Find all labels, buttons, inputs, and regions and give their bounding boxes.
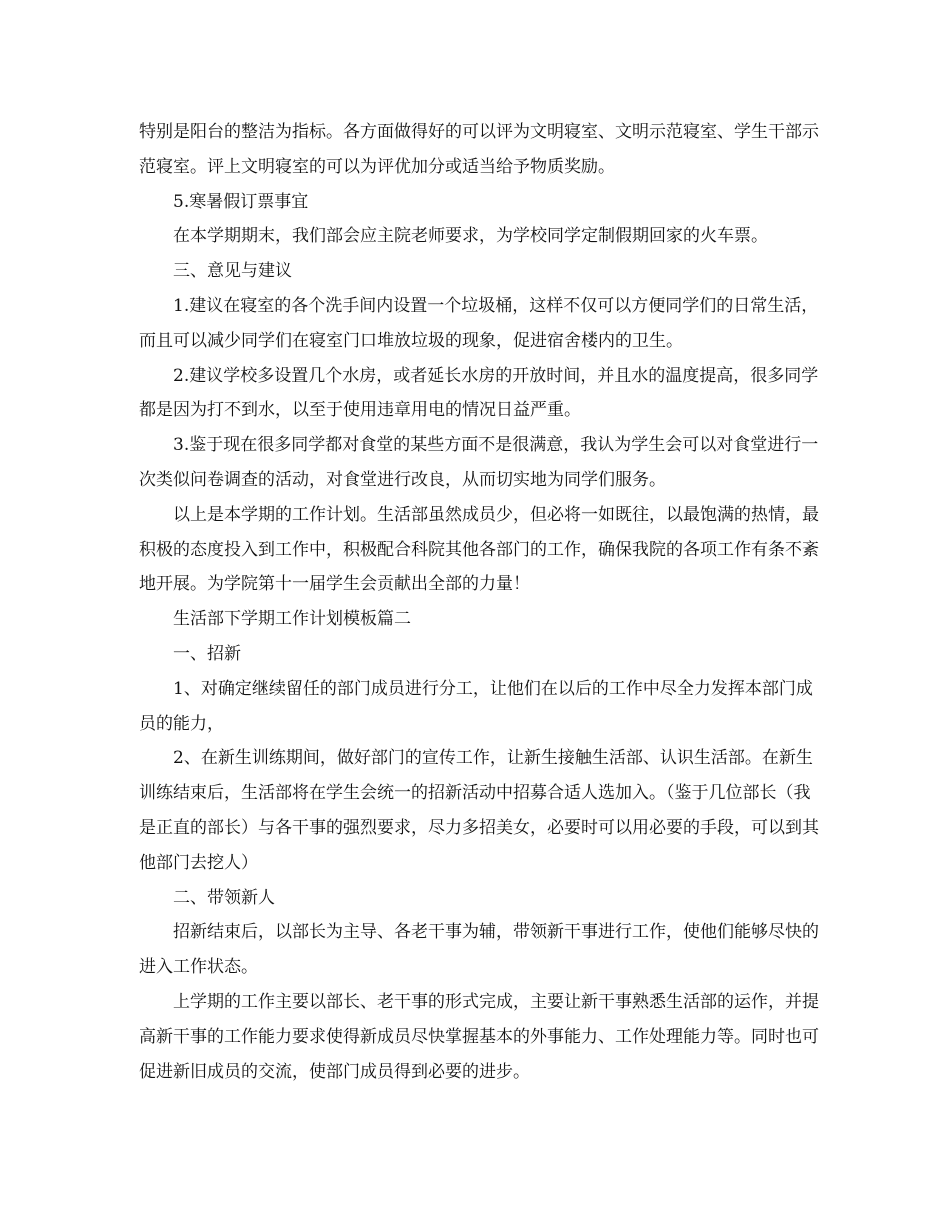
paragraph: 1、对确定继续留任的部门成员进行分工，让他们在以后的工作中尽全力发挥本部门成员的能力， <box>139 678 813 734</box>
paragraph: 上学期的工作主要以部长、老干事的形式完成，主要让新干事熟悉生活部的运作，并提高新干事的工作能力要求使得新成员尽快掌握基本的外事能力、工作处理能力等。同时也可促进新旧成员的交流，使部门成员得到必要的进步。 <box>139 991 819 1082</box>
paragraph: 2、在新生训练期间，做好部门的宣传工作，让新生接触生活部、认识生活部。在新生训练结束后，生活部将在学生会统一的招新活动中招募合适人选加入。（鉴于几位部长（我是正直的部长）与各干事的强烈要求，尽力多招美女，必要时可以用必要的手段，可以到其他部门去挖人） <box>139 748 819 873</box>
section-heading: 二、带领新人 <box>173 887 275 908</box>
paragraph: 5.寒暑假订票事宜 <box>173 191 309 212</box>
paragraph: 特别是阳台的整洁为指标。各方面做得好的可以评为文明寝室、文明示范寝室、学生干部示范寝室。评上文明寝室的可以为评优加分或适当给予物质奖励。 <box>139 122 819 177</box>
paragraph: 3.鉴于现在很多同学都对食堂的某些方面不是很满意，我认为学生会可以对食堂进行一次类似问卷调查的活动，对食堂进行改良，从而切实地为同学们服务。 <box>139 435 819 490</box>
paragraph: 以上是本学期的工作计划。生活部虽然成员少，但必将一如既往，以最饱满的热情，最积极的态度投入到工作中，积极配合科院其他各部门的工作，确保我院的各项工作有条不紊地开展。为学院第十一届学生会贡献出全部的力量！ <box>139 504 819 595</box>
paragraph: 招新结束后，以部长为主导、各老干事为辅，带领新干事进行工作，使他们能够尽快的进入工作状态。 <box>139 922 819 978</box>
section-heading: 三、意见与建议 <box>173 261 292 282</box>
paragraph: 在本学期期末，我们部会应主院老师要求，为学校同学定制假期回家的火车票。 <box>173 226 768 247</box>
section-heading: 生活部下学期工作计划模板篇二 <box>173 609 411 630</box>
document-body <box>139 115 819 1089</box>
section-heading: 一、招新 <box>173 643 241 664</box>
paragraph: 1.建议在寝室的各个洗手间内设置一个垃圾桶，这样不仅可以方便同学们的日常生活，而且可以减少同学们在寝室门口堆放垃圾的现象，促进宿舍楼内的卫生。 <box>139 295 819 351</box>
paragraph: 2.建议学校多设置几个水房，或者延长水房的开放时间，并且水的温度提高，很多同学都是因为打不到水，以至于使用违章用电的情况日益严重。 <box>139 365 819 421</box>
